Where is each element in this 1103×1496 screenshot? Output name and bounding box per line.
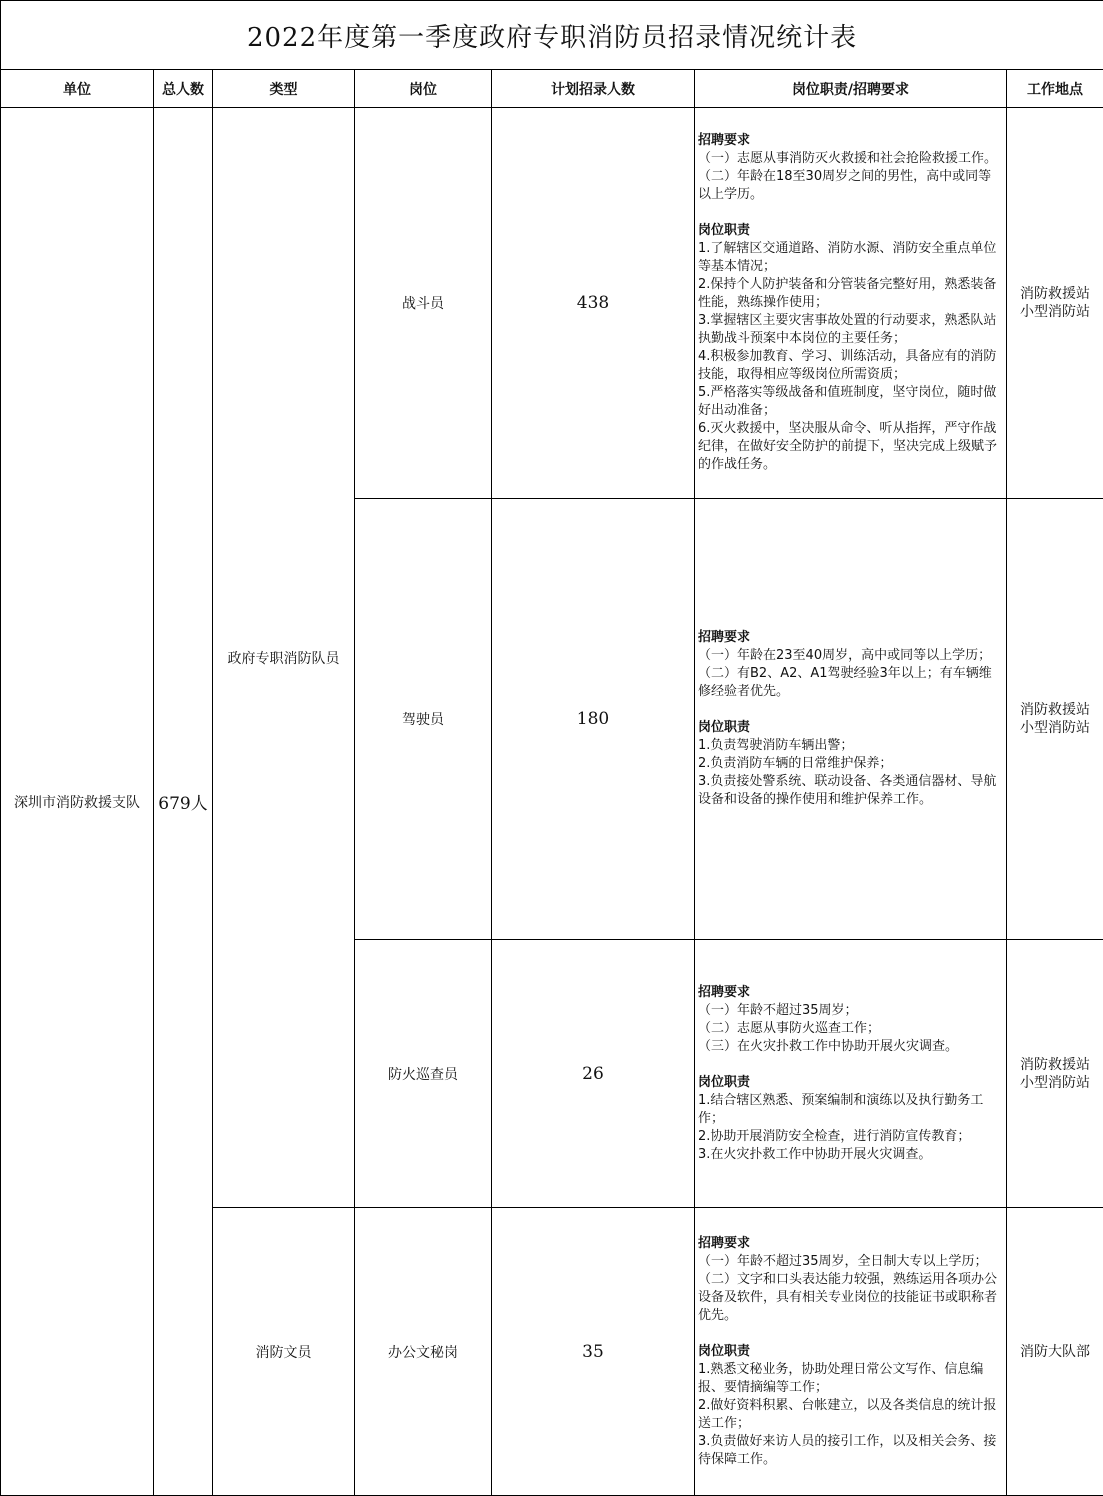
duty-line: 2.保持个人防护装备和分管装备完整好用，熟悉装备性能，熟练操作使用； [698,277,997,310]
duty-line: 3.掌握辖区主要灾害事故处置的行动要求，熟悉队站执勤战斗预案中本岗位的主要任务； [698,313,997,346]
spacer [698,1056,1002,1074]
page-title: 2022年度第一季度政府专职消防员招录情况统计表 [1,1,1103,70]
duty-line: 1.负责驾驶消防车辆出警； [698,738,854,753]
location-cell [1007,108,1103,499]
location-line: 消防救援站 [1020,286,1091,302]
header-duty: 岗位职责/招聘要求 [695,70,1007,108]
type-cell-1: 政府专职消防队员 [213,108,355,1208]
req-heading: 招聘要求 [698,1235,751,1251]
total-cell: 679人 [154,108,213,1496]
header-type: 类型 [213,70,355,108]
req-line: （二）有B2、A2、A1驾驶经验3年以上；有车辆维修经验者优先。 [698,666,992,699]
req-line: （三）在火灾扑救工作中协助开展火灾调查。 [698,1038,959,1054]
req-heading: 招聘要求 [698,630,751,645]
location-cell [1007,940,1103,1208]
duty-line: 6.灭火救援中，坚决服从命令、听从指挥，严守作战纪律，在做好安全防护的前提下，坚决完成上级赋予的作战任务。 [698,421,998,472]
duty-line: 3.负责做好来访人员的接引工作，以及相关会务、接待保障工作。 [698,1433,997,1467]
location-line: 消防大队部 [1020,1343,1091,1360]
req-heading: 招聘要求 [698,133,751,148]
duty-cell [695,940,1007,1208]
duty-line: 1.熟悉文秘业务，协助处理日常公文写作、信息编报、要情摘编等工作； [698,1361,984,1395]
location-line: 小型消防站 [1020,304,1091,320]
duty-line: 5.严格落实等级战备和值班制度，坚守岗位，随时做好出动准备； [698,385,997,418]
location-cell [1007,1208,1103,1496]
duty-line: 2.做好资料积累、台帐建立，以及各类信息的统计报送工作； [698,1397,997,1431]
header-unit: 单位 [1,70,154,108]
header-location: 工作地点 [1007,70,1103,108]
post-cell: 战斗员 [355,108,492,499]
req-heading: 招聘要求 [698,984,751,1000]
duty-cell [695,1208,1007,1496]
duty-line: 2.协助开展消防安全检查，进行消防宣传教育； [698,1128,971,1144]
header-total: 总人数 [154,70,213,108]
location-line: 消防救援站 [1020,1056,1091,1073]
duty-heading: 岗位职责 [698,223,751,238]
table-row [1,108,1103,499]
header-row [1,70,1103,108]
header-plan: 计划招录人数 [492,70,695,108]
location-line: 消防救援站 [1020,702,1091,718]
req-line: （一）年龄不超过35周岁，全日制大专以上学历； [698,1253,988,1269]
duty-line: 3.在火灾扑救工作中协助开展火灾调查。 [698,1146,932,1162]
location-line: 小型消防站 [1020,1074,1091,1091]
post-cell: 办公文秘岗 [355,1208,492,1496]
duty-line: 1.结合辖区熟悉、预案编制和演练以及执行勤务工作； [698,1092,984,1126]
spacer [698,1325,1002,1343]
req-line: （二）文字和口头表达能力较强，熟练运用各项办公设备及软件，具有相关专业岗位的技能证书或职称者优先。 [698,1271,998,1323]
duty-cell [695,108,1007,499]
location-cell [1007,499,1103,940]
duty-line: 2.负责消防车辆的日常维护保养； [698,756,893,771]
duty-line: 4.积极参加教育、学习、训练活动，具备应有的消防技能，取得相应等级岗位所需资质； [698,349,997,382]
location-line: 小型消防站 [1020,720,1091,736]
unit-cell: 深圳市消防救援支队 [1,108,154,1496]
count-cell: 35 [492,1208,695,1496]
type-cell-2: 消防文员 [213,1208,355,1496]
duty-heading: 岗位职责 [698,720,751,735]
spacer [698,204,1002,222]
req-line: （一）年龄在23至40周岁，高中或同等以上学历； [698,648,992,663]
req-line: （一）年龄不超过35周岁； [698,1002,858,1018]
duty-heading: 岗位职责 [698,1343,751,1359]
post-cell: 防火巡查员 [355,940,492,1208]
count-cell: 26 [492,940,695,1208]
req-line: （一）志愿从事消防灭火救援和社会抢险救援工作。 [698,151,998,166]
duty-line: 3.负责接处警系统、联动设备、各类通信器材、导航设备和设备的操作使用和维护保养工作。 [698,774,997,807]
duty-heading: 岗位职责 [698,1074,751,1090]
post-cell: 驾驶员 [355,499,492,940]
req-line: （二）年龄在18至30周岁之间的男性，高中或同等以上学历。 [698,169,992,202]
duty-line: 1.了解辖区交通道路、消防水源、消防安全重点单位等基本情况； [698,241,997,274]
header-post: 岗位 [355,70,492,108]
duty-cell [695,499,1007,940]
count-cell: 438 [492,108,695,499]
spacer [698,701,1002,719]
req-line: （二）志愿从事防火巡查工作； [698,1020,881,1036]
count-cell: 180 [492,499,695,940]
